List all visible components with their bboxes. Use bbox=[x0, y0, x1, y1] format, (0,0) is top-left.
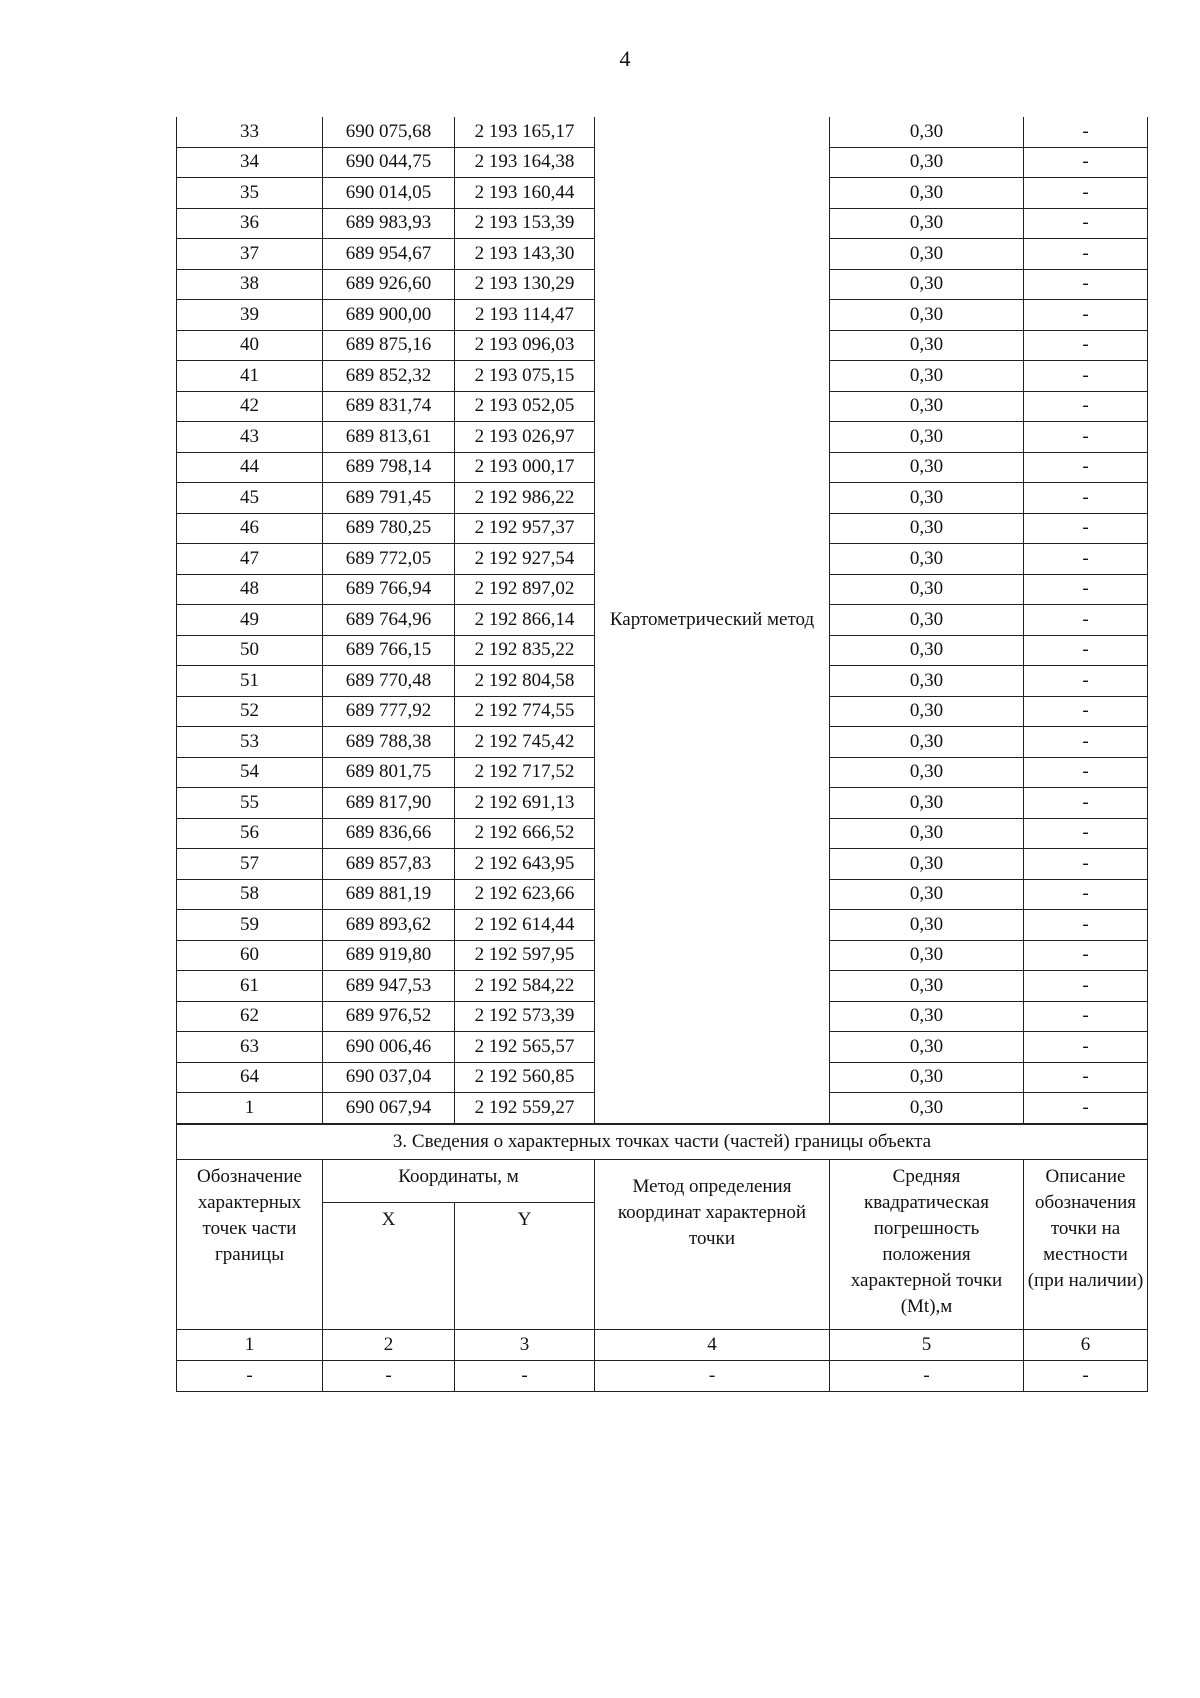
mt-value-cell: 0,30 bbox=[830, 391, 1024, 422]
y-coordinate-cell: 2 193 114,47 bbox=[455, 300, 595, 331]
empty-cell: - bbox=[177, 1360, 323, 1391]
page-number: 4 bbox=[619, 46, 631, 71]
y-coordinate-cell: 2 192 866,14 bbox=[455, 605, 595, 636]
y-coordinate-cell: 2 192 717,52 bbox=[455, 757, 595, 788]
x-coordinate-cell: 689 766,94 bbox=[323, 574, 455, 605]
point-number-cell: 38 bbox=[177, 269, 323, 300]
y-coordinate-cell: 2 192 559,27 bbox=[455, 1093, 595, 1124]
description-cell: - bbox=[1024, 391, 1148, 422]
x-coordinate-cell: 689 954,67 bbox=[323, 239, 455, 270]
point-number-cell: 48 bbox=[177, 574, 323, 605]
x-coordinate-cell: 690 006,46 bbox=[323, 1032, 455, 1063]
y-coordinate-cell: 2 193 130,29 bbox=[455, 269, 595, 300]
y-coordinate-cell: 2 192 804,58 bbox=[455, 666, 595, 697]
point-number-cell: 61 bbox=[177, 971, 323, 1002]
x-coordinate-cell: 690 067,94 bbox=[323, 1093, 455, 1124]
point-number-cell: 54 bbox=[177, 757, 323, 788]
x-coordinate-cell: 689 852,32 bbox=[323, 361, 455, 392]
y-coordinate-cell: 2 192 957,37 bbox=[455, 513, 595, 544]
x-coordinate-cell: 689 772,05 bbox=[323, 544, 455, 575]
mt-value-cell: 0,30 bbox=[830, 696, 1024, 727]
y-coordinate-cell: 2 192 691,13 bbox=[455, 788, 595, 819]
x-coordinate-cell: 689 983,93 bbox=[323, 208, 455, 239]
x-coordinate-cell: 689 900,00 bbox=[323, 300, 455, 331]
description-cell: - bbox=[1024, 910, 1148, 941]
mt-value-cell: 0,30 bbox=[830, 483, 1024, 514]
y-coordinate-cell: 2 193 075,15 bbox=[455, 361, 595, 392]
x-coordinate-cell: 690 075,68 bbox=[323, 117, 455, 147]
point-number-cell: 57 bbox=[177, 849, 323, 880]
y-coordinate-cell: 2 193 096,03 bbox=[455, 330, 595, 361]
description-cell: - bbox=[1024, 269, 1148, 300]
column-number: 1 bbox=[177, 1329, 323, 1360]
mt-value-cell: 0,30 bbox=[830, 422, 1024, 453]
point-number-cell: 58 bbox=[177, 879, 323, 910]
y-coordinate-cell: 2 192 584,22 bbox=[455, 971, 595, 1002]
point-number-cell: 44 bbox=[177, 452, 323, 483]
x-coordinate-cell: 689 881,19 bbox=[323, 879, 455, 910]
empty-cell: - bbox=[830, 1360, 1024, 1391]
column-number: 2 bbox=[323, 1329, 455, 1360]
point-number-cell: 60 bbox=[177, 940, 323, 971]
point-number-cell: 36 bbox=[177, 208, 323, 239]
mt-value-cell: 0,30 bbox=[830, 971, 1024, 1002]
point-number-cell: 33 bbox=[177, 117, 323, 147]
point-number-cell: 40 bbox=[177, 330, 323, 361]
x-coordinate-cell: 689 893,62 bbox=[323, 910, 455, 941]
description-cell: - bbox=[1024, 1093, 1148, 1124]
point-number-cell: 39 bbox=[177, 300, 323, 331]
empty-data-row bbox=[177, 1360, 1148, 1391]
description-cell: - bbox=[1024, 666, 1148, 697]
y-coordinate-cell: 2 192 774,55 bbox=[455, 696, 595, 727]
description-cell: - bbox=[1024, 940, 1148, 971]
mt-value-cell: 0,30 bbox=[830, 239, 1024, 270]
point-number-cell: 41 bbox=[177, 361, 323, 392]
x-coordinate-cell: 689 801,75 bbox=[323, 757, 455, 788]
mt-value-cell: 0,30 bbox=[830, 605, 1024, 636]
description-cell: - bbox=[1024, 422, 1148, 453]
header-description: Описание обозначения точки на местности (при наличии) bbox=[1024, 1159, 1148, 1329]
point-number-cell: 37 bbox=[177, 239, 323, 270]
point-number-cell: 51 bbox=[177, 666, 323, 697]
mt-value-cell: 0,30 bbox=[830, 452, 1024, 483]
y-coordinate-cell: 2 192 614,44 bbox=[455, 910, 595, 941]
document-sheet bbox=[176, 117, 1147, 1392]
description-cell: - bbox=[1024, 727, 1148, 758]
y-coordinate-cell: 2 192 666,52 bbox=[455, 818, 595, 849]
description-cell: - bbox=[1024, 361, 1148, 392]
column-number: 4 bbox=[595, 1329, 830, 1360]
description-cell: - bbox=[1024, 696, 1148, 727]
description-cell: - bbox=[1024, 513, 1148, 544]
mt-value-cell: 0,30 bbox=[830, 879, 1024, 910]
x-coordinate-cell: 689 813,61 bbox=[323, 422, 455, 453]
x-coordinate-cell: 689 770,48 bbox=[323, 666, 455, 697]
description-cell: - bbox=[1024, 147, 1148, 178]
x-coordinate-cell: 689 836,66 bbox=[323, 818, 455, 849]
mt-value-cell: 0,30 bbox=[830, 1062, 1024, 1093]
mt-value-cell: 0,30 bbox=[830, 178, 1024, 209]
point-number-cell: 45 bbox=[177, 483, 323, 514]
x-coordinate-cell: 689 857,83 bbox=[323, 849, 455, 880]
mt-value-cell: 0,30 bbox=[830, 544, 1024, 575]
header-coordinates: Координаты, м bbox=[323, 1159, 595, 1202]
description-cell: - bbox=[1024, 757, 1148, 788]
description-cell: - bbox=[1024, 879, 1148, 910]
x-coordinate-cell: 689 791,45 bbox=[323, 483, 455, 514]
y-coordinate-cell: 2 193 153,39 bbox=[455, 208, 595, 239]
mt-value-cell: 0,30 bbox=[830, 849, 1024, 880]
mt-value-cell: 0,30 bbox=[830, 818, 1024, 849]
x-coordinate-cell: 689 926,60 bbox=[323, 269, 455, 300]
description-cell: - bbox=[1024, 1032, 1148, 1063]
description-cell: - bbox=[1024, 300, 1148, 331]
description-cell: - bbox=[1024, 1001, 1148, 1032]
coordinates-table-body bbox=[177, 117, 1148, 1123]
mt-value-cell: 0,30 bbox=[830, 666, 1024, 697]
column-number-row bbox=[177, 1329, 1148, 1360]
mt-value-cell: 0,30 bbox=[830, 513, 1024, 544]
section-3-title: 3. Сведения о характерных точках части (частей) границы объекта bbox=[177, 1124, 1148, 1159]
y-coordinate-cell: 2 192 986,22 bbox=[455, 483, 595, 514]
x-coordinate-cell: 689 780,25 bbox=[323, 513, 455, 544]
description-cell: - bbox=[1024, 818, 1148, 849]
x-coordinate-cell: 689 976,52 bbox=[323, 1001, 455, 1032]
description-cell: - bbox=[1024, 452, 1148, 483]
description-cell: - bbox=[1024, 849, 1148, 880]
point-number-cell: 52 bbox=[177, 696, 323, 727]
description-cell: - bbox=[1024, 208, 1148, 239]
mt-value-cell: 0,30 bbox=[830, 330, 1024, 361]
point-number-cell: 46 bbox=[177, 513, 323, 544]
mt-value-cell: 0,30 bbox=[830, 788, 1024, 819]
mt-value-cell: 0,30 bbox=[830, 1093, 1024, 1124]
table-row bbox=[177, 117, 1148, 147]
point-number-cell: 1 bbox=[177, 1093, 323, 1124]
header-designation: Обозначение характерных точек части границы bbox=[177, 1159, 323, 1329]
mt-value-cell: 0,30 bbox=[830, 635, 1024, 666]
mt-value-cell: 0,30 bbox=[830, 910, 1024, 941]
y-coordinate-cell: 2 193 143,30 bbox=[455, 239, 595, 270]
description-cell: - bbox=[1024, 178, 1148, 209]
description-cell: - bbox=[1024, 635, 1148, 666]
y-coordinate-cell: 2 193 000,17 bbox=[455, 452, 595, 483]
x-coordinate-cell: 689 788,38 bbox=[323, 727, 455, 758]
y-coordinate-cell: 2 193 026,97 bbox=[455, 422, 595, 453]
column-number: 6 bbox=[1024, 1329, 1148, 1360]
empty-cell: - bbox=[323, 1360, 455, 1391]
header-method: Метод определения координат характерной точки bbox=[595, 1159, 830, 1329]
mt-value-cell: 0,30 bbox=[830, 208, 1024, 239]
mt-value-cell: 0,30 bbox=[830, 940, 1024, 971]
empty-cell: - bbox=[595, 1360, 830, 1391]
x-coordinate-cell: 689 766,15 bbox=[323, 635, 455, 666]
method-cell: Картометрический метод bbox=[595, 117, 830, 1123]
mt-value-cell: 0,30 bbox=[830, 1001, 1024, 1032]
y-coordinate-cell: 2 192 897,02 bbox=[455, 574, 595, 605]
x-coordinate-cell: 690 014,05 bbox=[323, 178, 455, 209]
header-x: X bbox=[323, 1202, 455, 1329]
point-number-cell: 43 bbox=[177, 422, 323, 453]
x-coordinate-cell: 689 875,16 bbox=[323, 330, 455, 361]
x-coordinate-cell: 690 037,04 bbox=[323, 1062, 455, 1093]
description-cell: - bbox=[1024, 239, 1148, 270]
y-coordinate-cell: 2 192 835,22 bbox=[455, 635, 595, 666]
header-y: Y bbox=[455, 1202, 595, 1329]
empty-cell: - bbox=[455, 1360, 595, 1391]
point-number-cell: 53 bbox=[177, 727, 323, 758]
x-coordinate-cell: 690 044,75 bbox=[323, 147, 455, 178]
x-coordinate-cell: 689 764,96 bbox=[323, 605, 455, 636]
description-cell: - bbox=[1024, 483, 1148, 514]
point-number-cell: 50 bbox=[177, 635, 323, 666]
mt-value-cell: 0,30 bbox=[830, 1032, 1024, 1063]
x-coordinate-cell: 689 817,90 bbox=[323, 788, 455, 819]
mt-value-cell: 0,30 bbox=[830, 117, 1024, 147]
y-coordinate-cell: 2 192 565,57 bbox=[455, 1032, 595, 1063]
point-number-cell: 64 bbox=[177, 1062, 323, 1093]
mt-value-cell: 0,30 bbox=[830, 300, 1024, 331]
column-number: 3 bbox=[455, 1329, 595, 1360]
point-number-cell: 56 bbox=[177, 818, 323, 849]
y-coordinate-cell: 2 192 623,66 bbox=[455, 879, 595, 910]
y-coordinate-cell: 2 192 573,39 bbox=[455, 1001, 595, 1032]
y-coordinate-cell: 2 192 643,95 bbox=[455, 849, 595, 880]
point-number-cell: 49 bbox=[177, 605, 323, 636]
description-cell: - bbox=[1024, 544, 1148, 575]
point-number-cell: 34 bbox=[177, 147, 323, 178]
description-cell: - bbox=[1024, 788, 1148, 819]
y-coordinate-cell: 2 193 165,17 bbox=[455, 117, 595, 147]
mt-value-cell: 0,30 bbox=[830, 147, 1024, 178]
point-number-cell: 42 bbox=[177, 391, 323, 422]
mt-value-cell: 0,30 bbox=[830, 574, 1024, 605]
y-coordinate-cell: 2 193 164,38 bbox=[455, 147, 595, 178]
point-number-cell: 59 bbox=[177, 910, 323, 941]
description-cell: - bbox=[1024, 605, 1148, 636]
y-coordinate-cell: 2 192 560,85 bbox=[455, 1062, 595, 1093]
mt-value-cell: 0,30 bbox=[830, 727, 1024, 758]
y-coordinate-cell: 2 193 160,44 bbox=[455, 178, 595, 209]
x-coordinate-cell: 689 919,80 bbox=[323, 940, 455, 971]
description-cell: - bbox=[1024, 117, 1148, 147]
y-coordinate-cell: 2 193 052,05 bbox=[455, 391, 595, 422]
y-coordinate-cell: 2 192 927,54 bbox=[455, 544, 595, 575]
point-number-cell: 35 bbox=[177, 178, 323, 209]
point-number-cell: 55 bbox=[177, 788, 323, 819]
point-number-cell: 63 bbox=[177, 1032, 323, 1063]
point-number-cell: 47 bbox=[177, 544, 323, 575]
mt-value-cell: 0,30 bbox=[830, 361, 1024, 392]
x-coordinate-cell: 689 831,74 bbox=[323, 391, 455, 422]
mt-value-cell: 0,30 bbox=[830, 757, 1024, 788]
description-cell: - bbox=[1024, 1062, 1148, 1093]
mt-value-cell: 0,30 bbox=[830, 269, 1024, 300]
y-coordinate-cell: 2 192 597,95 bbox=[455, 940, 595, 971]
point-number-cell: 62 bbox=[177, 1001, 323, 1032]
x-coordinate-cell: 689 777,92 bbox=[323, 696, 455, 727]
description-cell: - bbox=[1024, 330, 1148, 361]
column-number: 5 bbox=[830, 1329, 1024, 1360]
coordinates-table bbox=[176, 117, 1148, 1124]
x-coordinate-cell: 689 947,53 bbox=[323, 971, 455, 1002]
section-3-table bbox=[176, 1124, 1148, 1392]
y-coordinate-cell: 2 192 745,42 bbox=[455, 727, 595, 758]
x-coordinate-cell: 689 798,14 bbox=[323, 452, 455, 483]
description-cell: - bbox=[1024, 574, 1148, 605]
empty-cell: - bbox=[1024, 1360, 1148, 1391]
description-cell: - bbox=[1024, 971, 1148, 1002]
header-mt: Средняя квадратическая погрешность положения характерной точки (Mt),м bbox=[830, 1159, 1024, 1329]
